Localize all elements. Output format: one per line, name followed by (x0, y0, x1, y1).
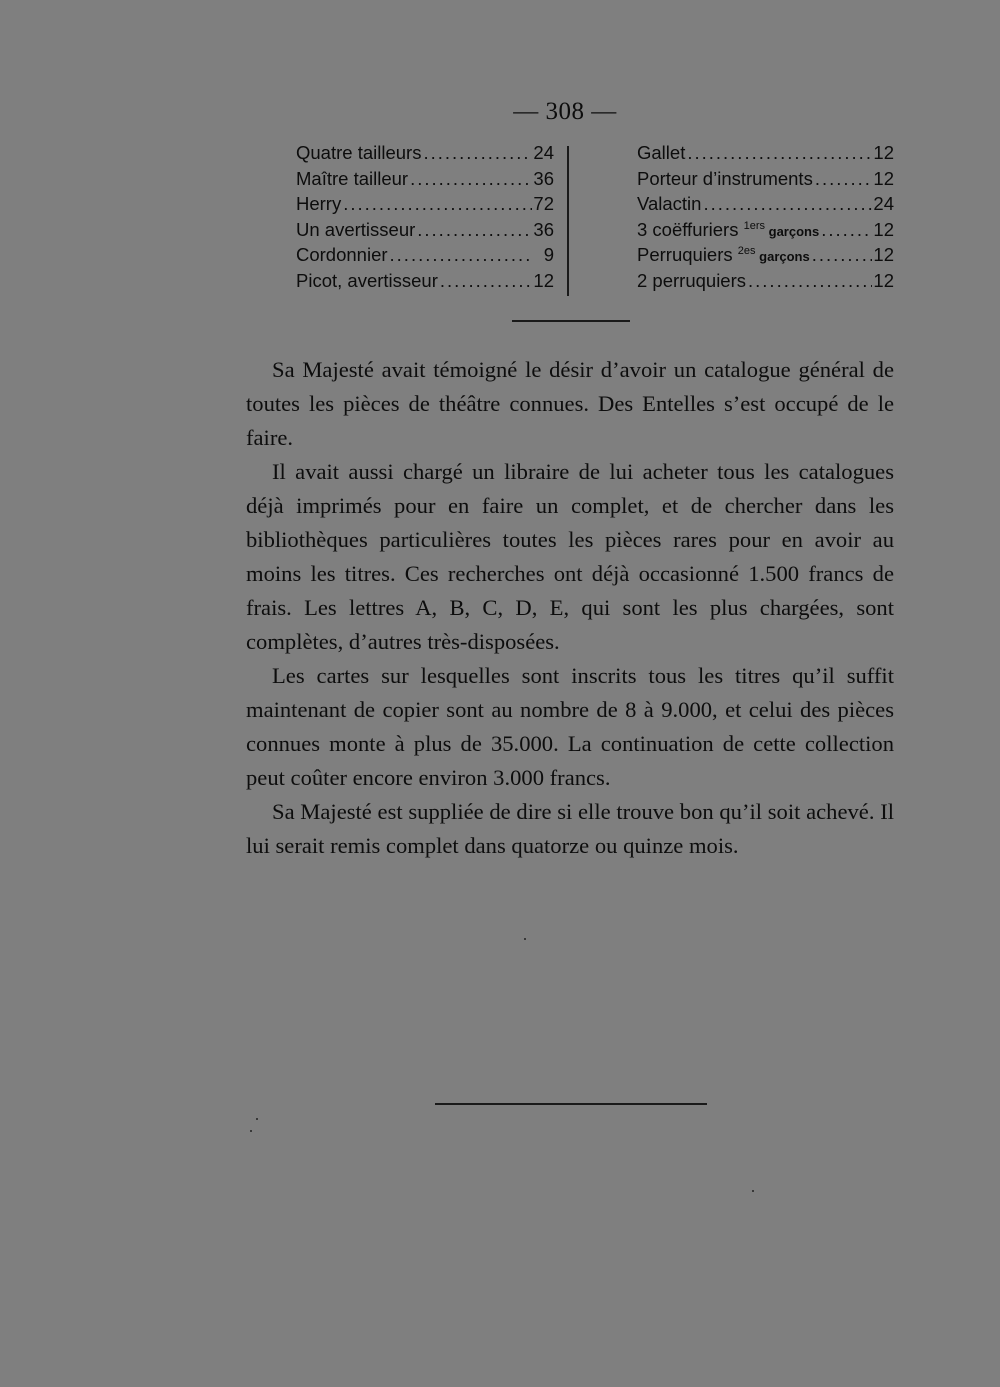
ledger-entry (637, 268, 894, 294)
ledger-right-column (637, 140, 894, 294)
end-rule (435, 1103, 707, 1105)
ledger-entry (637, 242, 894, 268)
ledger-entry (296, 217, 554, 243)
entry-amount: 9 (543, 244, 554, 266)
expense-ledger (296, 140, 900, 300)
entry-amount: 12 (873, 244, 894, 266)
entry-superscript: 2es (737, 245, 756, 258)
entry-name: Cordonnier (296, 244, 388, 266)
ink-speck (752, 1190, 754, 1192)
dot-leader (819, 217, 872, 243)
dot-leader (341, 191, 532, 217)
ledger-entry (296, 140, 554, 166)
dot-leader (813, 166, 872, 192)
page-number: — 308 — (513, 98, 617, 125)
entry-amount: 12 (873, 218, 894, 240)
entry-amount: 36 (533, 167, 554, 189)
dot-leader (746, 268, 872, 294)
entry-name: 3 coëffuriers $^{1ers}$ garçons (637, 218, 820, 240)
ink-speck (250, 1130, 252, 1132)
entry-name: 2 perruquiers (637, 269, 747, 291)
entry-amount: 36 (533, 218, 554, 240)
ledger-entry (296, 166, 554, 192)
entry-suffix: garçons (765, 223, 820, 239)
ledger-entry (637, 217, 894, 243)
ledger-entry (296, 191, 554, 217)
entry-amount: 72 (533, 193, 554, 215)
dot-leader (415, 217, 532, 243)
entry-name: Herry (296, 193, 342, 215)
entry-amount: 24 (873, 193, 894, 215)
dot-leader (388, 242, 532, 268)
dot-leader (438, 268, 532, 294)
entry-name: Gallet (637, 142, 686, 163)
entry-superscript: 1ers (743, 219, 766, 232)
paragraph: Les cartes sur lesquelles sont inscrits tous les titres qu’il suffit maintenant de copier sont au nombre de 8 à 9.000, et celui des pièces connues monte à plus de 35.000. La continuation de cette collection peut coûter encore environ 3.000 francs. (246, 663, 894, 790)
entry-amount: 12 (873, 167, 894, 189)
dot-leader (408, 166, 532, 192)
dot-leader (421, 140, 532, 166)
ink-speck (256, 1118, 258, 1120)
entry-name: Quatre tailleurs (296, 142, 422, 163)
entry-amount: 24 (533, 142, 554, 163)
ledger-entry (296, 242, 554, 268)
ledger-entry (296, 268, 554, 294)
ledger-entry (637, 166, 894, 192)
entry-suffix: garçons (755, 249, 810, 265)
ledger-column-divider (567, 146, 569, 296)
body-text (246, 353, 894, 863)
entry-name: Picot, avertisseur (296, 269, 438, 291)
paragraph: Sa Majesté avait témoigné le désir d’avoir un catalogue général de toutes les pièces de théâtre connues. Des Entelles s’est occupé de le faire. (246, 357, 894, 450)
ink-speck (524, 938, 526, 940)
ledger-entry (637, 140, 894, 166)
dot-leader (810, 242, 872, 268)
dot-leader (685, 140, 872, 166)
entry-amount: 12 (533, 269, 554, 291)
paragraph: Sa Majesté est suppliée de dire si elle trouve bon qu’il soit achevé. Il lui serait remis complet dans quatorze ou quinze mois. (246, 799, 894, 858)
entry-name: Maître tailleur (296, 167, 409, 189)
section-rule (512, 320, 630, 322)
entry-amount: 12 (873, 142, 894, 163)
ledger-left-column (296, 140, 554, 294)
entry-amount: 12 (873, 269, 894, 291)
ledger-entry (637, 191, 894, 217)
entry-name: Perruquiers $^{2es}$ garçons (637, 244, 810, 266)
dot-leader (701, 191, 872, 217)
entry-name: Porteur d’instruments (637, 167, 813, 189)
paragraph: Il avait aussi chargé un libraire de lui acheter tous les catalogues déjà imprimés pour en faire un complet, et de chercher dans les bibliothèques particulières toutes les pièces rares pour en avoir au moins les titres. Ces recherches ont déjà occasionné 1.500 francs de frais. Les lettres A, B, C, D, E, qui sont les plus chargées, sont complètes, d’autres très-disposées. (246, 459, 894, 654)
entry-name: Valactin (637, 193, 702, 215)
entry-name: Un avertisseur (296, 218, 416, 240)
